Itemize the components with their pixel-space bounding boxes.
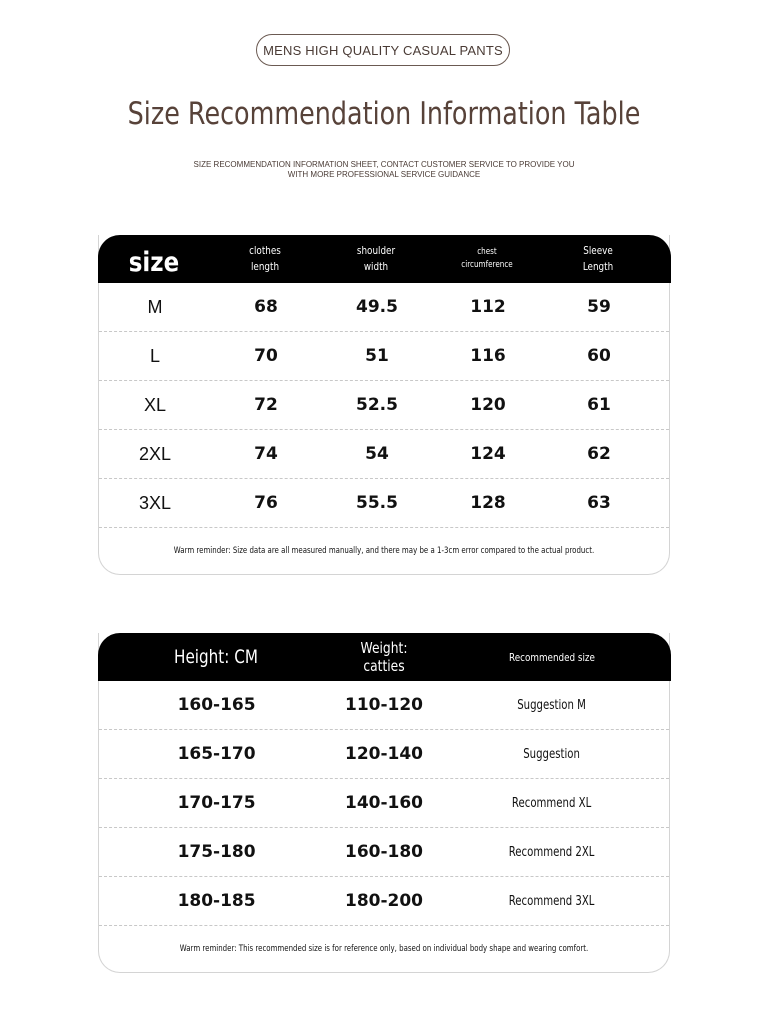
- clothes-length-cell: 68: [254, 297, 278, 317]
- table-row: [99, 332, 669, 381]
- chest-cell: 120: [470, 395, 506, 415]
- header-label: chest: [476, 247, 497, 257]
- table-row: [99, 681, 669, 730]
- subtitle-line-1: SIZE RECOMMENDATION INFORMATION SHEET, CONTACT CUSTOMER SERVICE TO PROVIDE YOU: [193, 160, 575, 169]
- chest-cell: 112: [470, 297, 506, 317]
- clothes-length-cell: 76: [254, 493, 278, 513]
- height-cell: 170-175: [177, 793, 256, 813]
- header-shoulder-width: [331, 243, 421, 275]
- header-chest-circumference: [443, 246, 531, 272]
- table-row: [99, 730, 669, 779]
- table-row: [99, 877, 669, 926]
- size-measurement-table: [98, 235, 670, 575]
- size-cell: XL: [143, 394, 167, 415]
- weight-cell: 120-140: [344, 744, 424, 764]
- shoulder-width-cell: 51: [365, 346, 389, 366]
- page-title: Size Recommendation Information Table: [127, 96, 641, 132]
- height-cell: 160-165: [177, 695, 256, 715]
- weight-cell: 110-120: [344, 695, 424, 715]
- sleeve-cell: 62: [587, 444, 611, 464]
- header-label: circumference: [460, 260, 513, 270]
- table-header: [98, 235, 671, 283]
- header-sleeve-length: [553, 243, 643, 275]
- shoulder-width-cell: 54: [365, 444, 389, 464]
- header-label: Length: [582, 260, 613, 273]
- recommended-size-cell: Recommend 3XL: [508, 893, 595, 909]
- header-label: length: [250, 260, 279, 273]
- sleeve-cell: 60: [587, 346, 611, 366]
- chest-cell: 124: [470, 444, 506, 464]
- clothes-length-cell: 70: [254, 346, 278, 366]
- recommended-size-cell: Suggestion: [523, 746, 580, 762]
- sleeve-cell: 59: [587, 297, 611, 317]
- chest-cell: 116: [470, 346, 506, 366]
- recommended-size-cell: Recommend XL: [511, 795, 592, 811]
- size-table-reminder: Warm reminder: Size data are all measured manually, and there may be a 1-3cm error compared to the actual product.: [173, 546, 595, 556]
- size-cell: L: [149, 345, 160, 366]
- header-label: width: [363, 260, 388, 273]
- table-row: [99, 779, 669, 828]
- size-cell: 2XL: [138, 443, 172, 464]
- header-label: shoulder: [356, 244, 395, 257]
- clothes-length-cell: 74: [254, 444, 278, 464]
- recommended-size-cell: Suggestion M: [517, 697, 586, 713]
- subtitle-line-2: WITH MORE PROFESSIONAL SERVICE GUIDANCE: [287, 170, 481, 179]
- shoulder-width-cell: 52.5: [356, 395, 398, 415]
- weight-cell: 140-160: [344, 793, 424, 813]
- product-category-badge: [256, 34, 510, 66]
- chest-cell: 128: [470, 493, 506, 513]
- product-category-label: MENS HIGH QUALITY CASUAL PANTS: [263, 42, 503, 58]
- header-recommended-size: Recommended size: [508, 650, 595, 664]
- table-row: [99, 479, 669, 528]
- page-subtitle: [0, 160, 768, 180]
- sleeve-cell: 63: [587, 493, 611, 513]
- header-height: Height: CM: [173, 646, 258, 668]
- table-row: [99, 381, 669, 430]
- table-row: [99, 430, 669, 479]
- weight-cell: 180-200: [344, 891, 424, 911]
- size-recommendation-table: [98, 633, 670, 973]
- header-label: Sleeve: [582, 244, 613, 257]
- weight-cell: 160-180: [344, 842, 424, 862]
- table-row: [99, 283, 669, 332]
- height-cell: 175-180: [177, 842, 256, 862]
- recommended-size-cell: Recommend 2XL: [508, 844, 595, 860]
- clothes-length-cell: 72: [254, 395, 278, 415]
- header-clothes-length: [221, 243, 309, 275]
- recommendation-table-reminder: Warm reminder: This recommended size is for reference only, based on individual body shape and wearing comfort.: [179, 944, 589, 954]
- header-size: size: [128, 246, 179, 278]
- size-cell: M: [147, 296, 163, 317]
- size-cell: 3XL: [138, 492, 172, 513]
- shoulder-width-cell: 49.5: [356, 297, 398, 317]
- shoulder-width-cell: 55.5: [356, 493, 398, 513]
- header-label: clothes: [248, 244, 281, 257]
- table-header: [98, 633, 671, 681]
- height-cell: 180-185: [177, 891, 256, 911]
- table-row: [99, 828, 669, 877]
- height-cell: 165-170: [177, 744, 256, 764]
- sleeve-cell: 61: [587, 395, 611, 415]
- header-weight: Weight: catties: [360, 639, 407, 675]
